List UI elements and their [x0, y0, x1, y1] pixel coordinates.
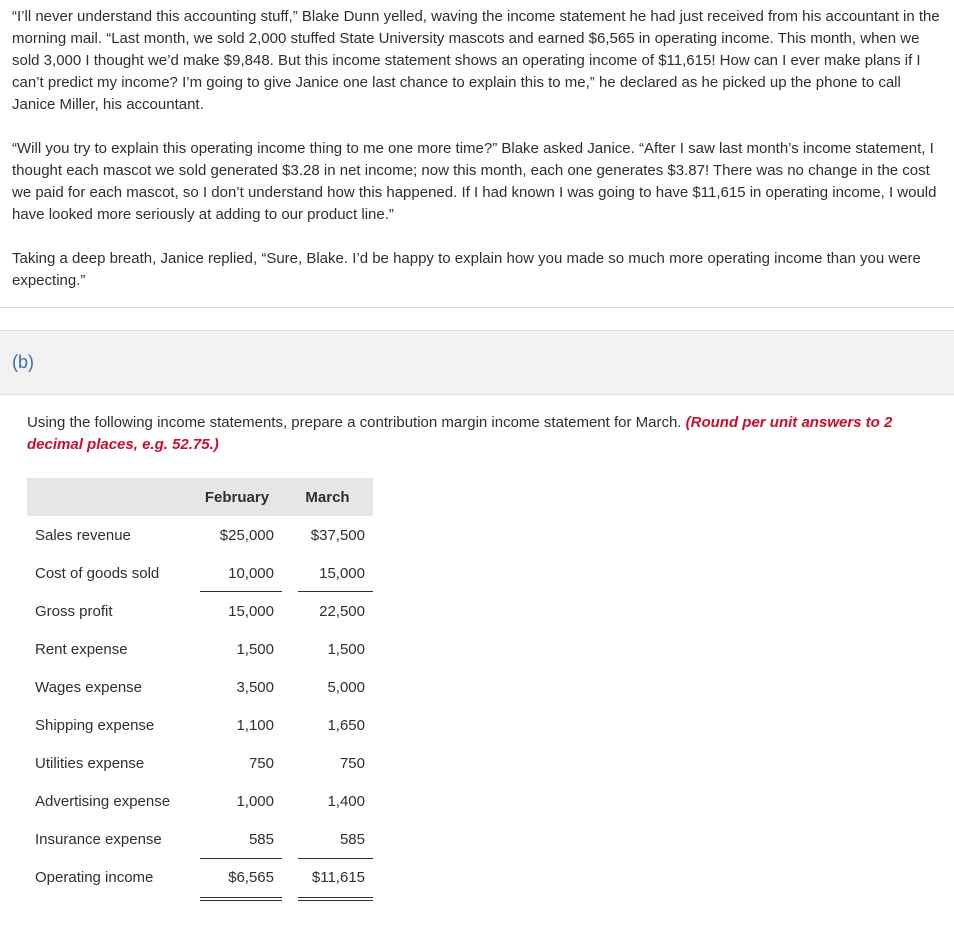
mar-value: 585: [339, 830, 365, 848]
mar-value: 5,000: [327, 678, 365, 696]
feb-value: 3,500: [236, 678, 274, 696]
mar-value: $37,500: [310, 526, 365, 544]
income-statement-table: [27, 478, 373, 896]
feb-value: $25,000: [219, 526, 274, 544]
part-header: [0, 330, 954, 395]
table-row: [27, 668, 373, 706]
table-row: [27, 858, 373, 896]
table-row: [27, 820, 373, 858]
row-label: Gross profit: [35, 602, 113, 620]
table-row: [27, 782, 373, 820]
rounding-note: (Round per unit answers to 2 decimal places, e.g. 52.75.): [27, 414, 893, 453]
instructions-text: Using the following income statements, prepare a contribution margin income statement for March.: [27, 414, 686, 431]
header-march: March: [282, 478, 373, 516]
section-divider: [0, 307, 954, 308]
row-label: Operating income: [35, 868, 154, 886]
story-paragraph: Taking a deep breath, Janice replied, “Sure, Blake. I’d be happy to explain how you made so much more operating income than you were expecting.”: [12, 250, 921, 289]
table-row: [27, 630, 373, 668]
feb-value: 1,500: [236, 640, 274, 658]
mar-value: 22,500: [319, 602, 365, 620]
feb-value: $6,565: [228, 868, 274, 886]
table-header-row: [27, 478, 373, 516]
row-label: Advertising expense: [35, 792, 171, 810]
mar-value: 1,500: [327, 640, 365, 658]
row-label: Insurance expense: [35, 830, 162, 848]
mar-value: 15,000: [319, 564, 365, 582]
part-label: (b): [12, 352, 34, 372]
feb-value: 585: [248, 830, 274, 848]
mar-value: 1,400: [327, 792, 365, 810]
row-label: Wages expense: [35, 678, 143, 696]
feb-value: 10,000: [228, 564, 274, 582]
story-text: [12, 6, 942, 314]
row-label: Utilities expense: [35, 754, 145, 772]
table-row: [27, 554, 373, 592]
row-label: Sales revenue: [35, 526, 131, 544]
table-row: [27, 516, 373, 554]
row-label: Shipping expense: [35, 716, 155, 734]
story-paragraph: “Will you try to explain this operating income thing to me one more time?” Blake asked Janice. “After I saw last month’s income statement, I thought each mascot we sold generated $3.28 in net income; now this month, each one generates $3.87! There was no change in the cost we paid for each mascot, so I don’t understand how this happened. If I had known I was going to have $11,615 in operating income, I would have looked more seriously at adding to our product line.”: [12, 140, 937, 223]
mar-value: 1,650: [327, 716, 365, 734]
feb-value: 1,000: [236, 792, 274, 810]
row-label: Cost of goods sold: [35, 564, 160, 582]
mar-value: $11,615: [311, 868, 365, 886]
mar-value: 750: [339, 754, 365, 772]
feb-value: 1,100: [236, 716, 274, 734]
row-label: Rent expense: [35, 640, 128, 658]
instructions: [27, 412, 937, 456]
feb-value: 15,000: [228, 602, 274, 620]
story-paragraph: “I’ll never understand this accounting stuff,” Blake Dunn yelled, waving the income statement he had just received from his accountant in the morning mail. “Last month, we sold 2,000 stuffed State University mascots and earned $6,565 in operating income. This month, when we sold 3,000 I thought we’d make $9,848. But this income statement shows an operating income of $11,615! How can I ever make plans if I can’t predict my income? I’m going to give Janice one last chance to explain this to me,” he declared as he picked up the phone to call Janice Miller, his accountant.: [12, 8, 940, 113]
table-row: [27, 706, 373, 744]
header-label-col: [27, 478, 192, 516]
table-row: [27, 744, 373, 782]
header-february: February: [192, 478, 282, 516]
feb-value: 750: [248, 754, 274, 772]
table-row: [27, 592, 373, 630]
